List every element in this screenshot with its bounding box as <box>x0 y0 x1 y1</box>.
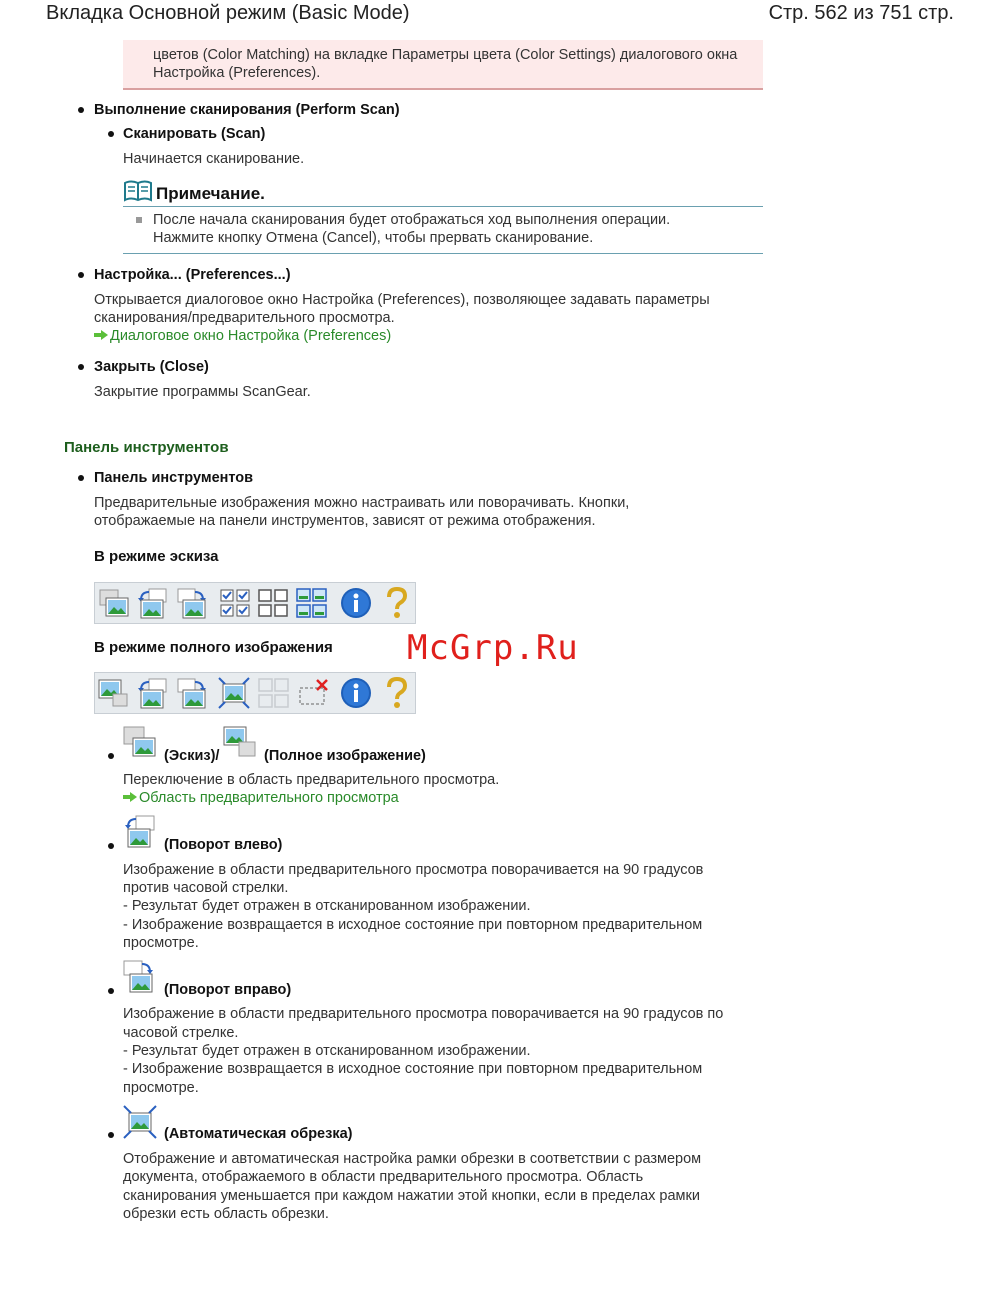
toolbar-line-1: Предварительные изображения можно настраивать или поворачивать. Кнопки, <box>94 495 630 511</box>
bullet <box>78 475 84 481</box>
auto-crop-line-3: сканирования уменьшается при каждом нажатии этой кнопки, если в пределах рамки <box>123 1188 700 1204</box>
help-icon <box>379 586 413 620</box>
auto-crop-line-2: документа, отображаемого в области предварительного просмотра. Область <box>123 1169 644 1185</box>
rotate-left-line-3: - Результат будет отражен в отсканированном изображении. <box>123 898 531 914</box>
full-image-mode-toolbar <box>94 672 416 714</box>
rotate-right-line-1: Изображение в области предварительного просмотра поворачивается на 90 градусов по <box>123 1006 724 1022</box>
bullet <box>78 364 84 370</box>
divider <box>123 253 763 254</box>
caution-line-1: цветов (Color Matching) на вкладке Параметры цвета (Color Settings) диалогового окна <box>153 47 738 63</box>
auto-crop-line-1: Отображение и автоматическая настройка рамки обрезки в соответствии с размером <box>123 1151 702 1167</box>
preferences-line-1: Открывается диалоговое окно Настройка (Preferences), позволяющее задавать параметры <box>94 292 710 308</box>
bullet <box>108 1132 114 1138</box>
note-book-icon <box>124 180 152 202</box>
rotate-right-icon <box>175 586 209 620</box>
full-image-title: (Полное изображение) <box>264 748 426 764</box>
bullet <box>78 107 84 113</box>
remove-crop-frame-icon <box>297 676 331 710</box>
full-image-button-icon <box>222 725 258 759</box>
select-all-icon <box>219 586 253 620</box>
rotate-left-line-2: против часовой стрелки. <box>123 880 289 896</box>
caution-line-2: Настройка (Preferences). <box>153 65 321 81</box>
rotate-right-line-2: часовой стрелке. <box>123 1025 239 1041</box>
rotate-right-line-4: - Изображение возвращается в исходное состояние при повторном предварительном <box>123 1061 703 1077</box>
thumb-desc: Переключение в область предварительного просмотра. <box>123 772 500 788</box>
rotate-left-line-4: - Изображение возвращается в исходное состояние при повторном предварительном <box>123 917 703 933</box>
toolbar-line-2: отображаемые на панели инструментов, зависят от режима отображения. <box>94 513 596 529</box>
note-title: Примечание. <box>156 184 265 203</box>
rotate-right-line-5: просмотре. <box>123 1080 199 1096</box>
arrow-right-icon <box>101 330 108 340</box>
toolbar-item-title: Панель инструментов <box>94 470 254 486</box>
thumb-mode-heading: В режиме эскиза <box>94 548 219 565</box>
note-line-1: После начала сканирования будет отображаться ход выполнения операции. <box>153 212 671 228</box>
page-number: Стр. 562 из 751 стр. <box>768 2 954 24</box>
divider <box>123 206 763 207</box>
section-heading: Панель инструментов <box>64 439 229 456</box>
rotate-left-title: (Поворот влево) <box>164 837 283 853</box>
info-icon <box>339 676 373 710</box>
full-image-toggle-icon <box>97 676 131 710</box>
watermark: McGrp.Ru <box>407 628 579 668</box>
info-icon <box>339 586 373 620</box>
rotate-left-icon <box>135 586 169 620</box>
rotate-left-button-icon <box>122 815 158 849</box>
bullet <box>108 753 114 759</box>
rotate-left-icon <box>135 676 169 710</box>
preferences-line-2: сканирования/предварительного просмотра. <box>94 310 395 326</box>
rotate-right-button-icon <box>122 960 158 994</box>
rotate-left-line-1: Изображение в области предварительного просмотра поворачивается на 90 градусов <box>123 862 704 878</box>
page-header-title: Вкладка Основной режим (Basic Mode) <box>46 2 410 24</box>
bullet <box>108 988 114 994</box>
preferences-link[interactable]: Диалоговое окно Настройка (Preferences) <box>101 327 391 346</box>
rotate-left-line-5: просмотре. <box>123 935 199 951</box>
arrow-right-icon <box>130 792 137 802</box>
rotate-right-title: (Поворот вправо) <box>164 982 292 998</box>
multi-crop-disabled-icon <box>257 676 291 710</box>
perform-scan-title: Выполнение сканирования (Perform Scan) <box>94 102 400 118</box>
clear-all-icon <box>257 586 291 620</box>
scan-title: Сканировать (Scan) <box>123 126 266 142</box>
auto-crop-icon <box>217 676 251 710</box>
thumbnail-button-icon <box>122 725 158 759</box>
rotate-right-icon <box>175 676 209 710</box>
scan-desc: Начинается сканирование. <box>123 151 305 167</box>
auto-crop-button-icon <box>122 1104 158 1138</box>
auto-crop-title: (Автоматическая обрезка) <box>164 1126 353 1142</box>
rotate-right-line-3: - Результат будет отражен в отсканированном изображении. <box>123 1043 531 1059</box>
auto-crop-line-4: обрезки есть область обрезки. <box>123 1206 329 1222</box>
bullet <box>108 843 114 849</box>
list-marker <box>136 217 142 223</box>
close-desc: Закрытие программы ScanGear. <box>94 384 311 400</box>
bullet <box>78 272 84 278</box>
thumbnail-toggle-icon <box>97 586 131 620</box>
thumb-title: (Эскиз)/ <box>164 748 220 764</box>
preview-area-link[interactable]: Область предварительного просмотра <box>130 789 399 808</box>
preferences-title: Настройка... (Preferences...) <box>94 267 291 283</box>
thumbnail-mode-toolbar <box>94 582 416 624</box>
close-title: Закрыть (Close) <box>94 359 209 375</box>
full-mode-heading: В режиме полного изображения <box>94 639 333 656</box>
note-line-2: Нажмите кнопку Отмена (Cancel), чтобы прервать сканирование. <box>153 230 594 246</box>
help-icon <box>379 676 413 710</box>
bullet <box>108 131 114 137</box>
multi-crop-icon <box>295 586 329 620</box>
